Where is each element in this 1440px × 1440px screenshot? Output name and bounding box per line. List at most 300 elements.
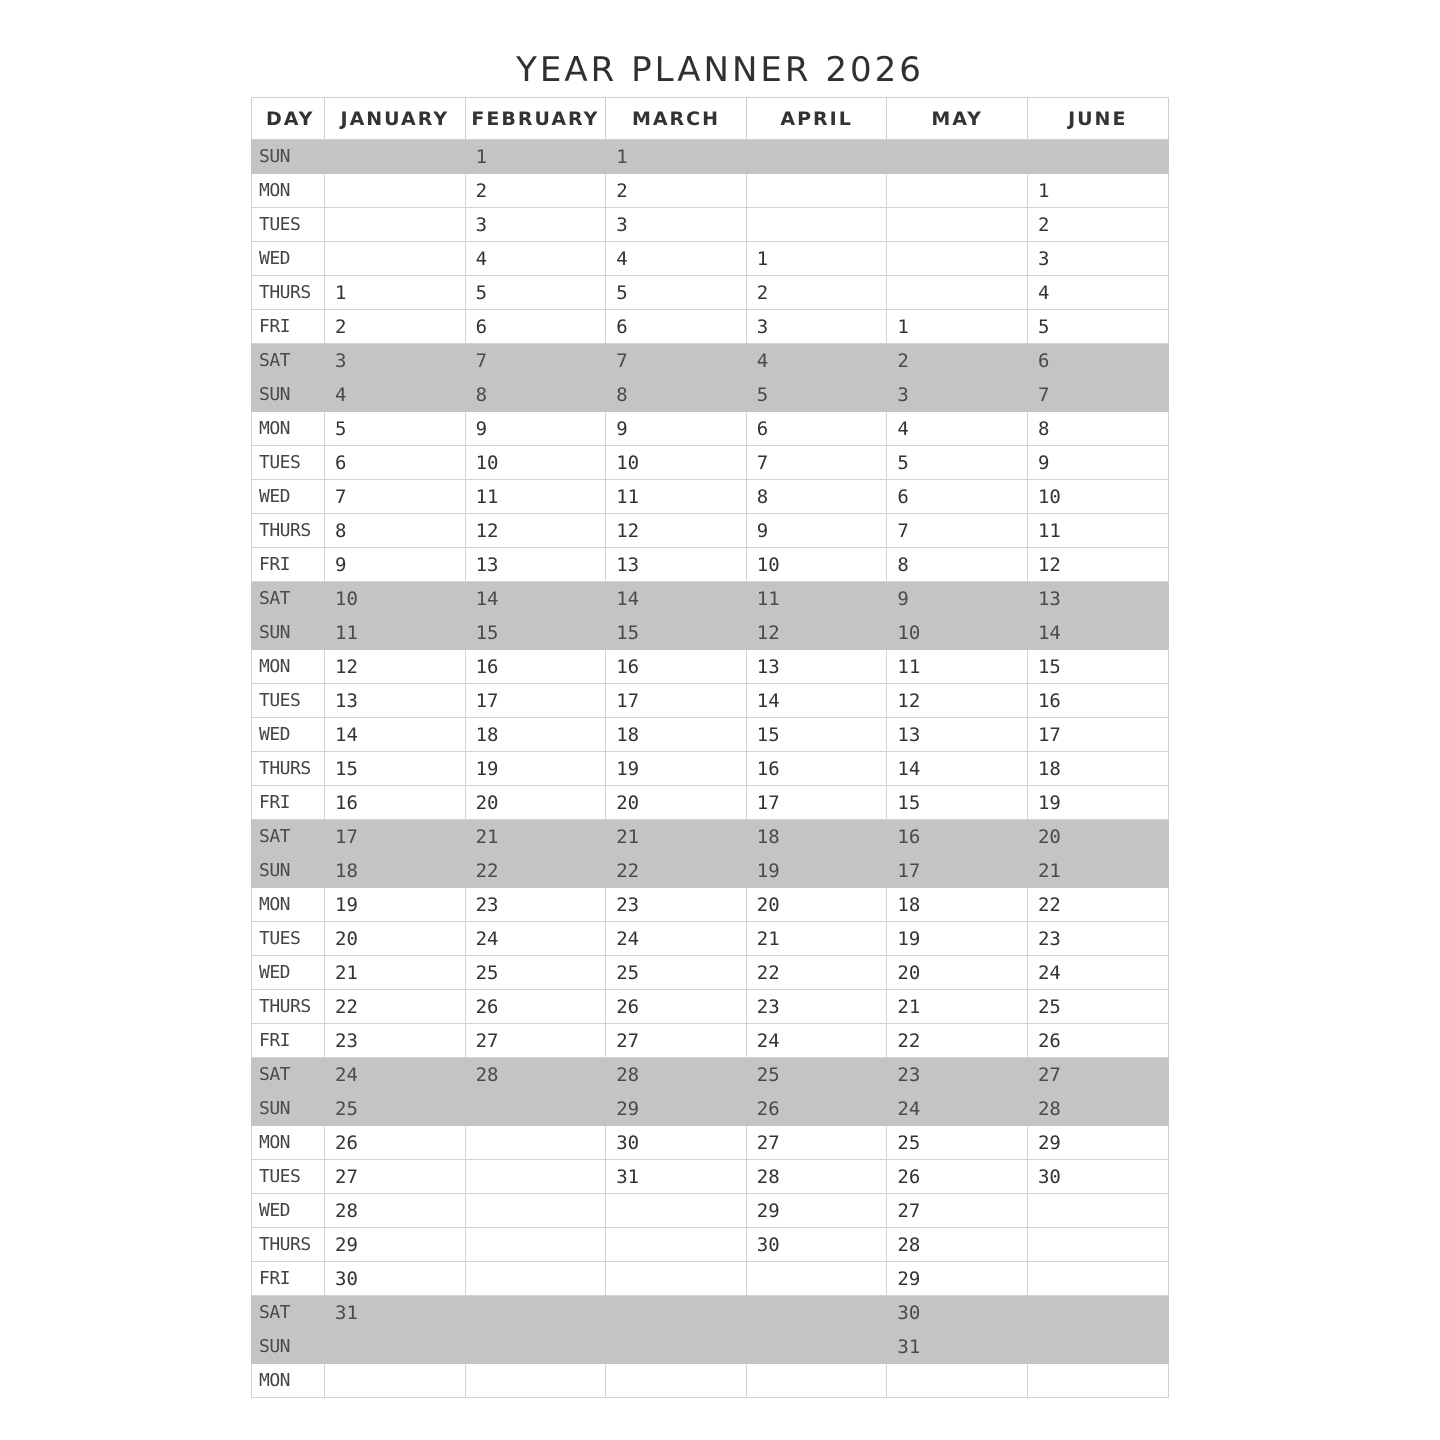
planner-row xyxy=(252,990,1169,1024)
june-date-cell: 15 xyxy=(1027,650,1168,684)
day-name-cell: TUES xyxy=(252,1160,325,1194)
june-date-cell: 22 xyxy=(1027,888,1168,922)
june-date-cell xyxy=(1027,1262,1168,1296)
march-date-cell: 27 xyxy=(606,1024,747,1058)
january-date-cell: 11 xyxy=(325,616,466,650)
january-date-cell: 8 xyxy=(325,514,466,548)
march-date-cell: 22 xyxy=(606,854,747,888)
planner-row xyxy=(252,650,1169,684)
april-date-cell xyxy=(746,1262,887,1296)
february-date-cell: 18 xyxy=(465,718,606,752)
february-date-cell: 22 xyxy=(465,854,606,888)
header-january: JANUARY xyxy=(325,98,466,140)
june-date-cell: 6 xyxy=(1027,344,1168,378)
may-date-cell: 16 xyxy=(887,820,1028,854)
planner-row xyxy=(252,276,1169,310)
april-date-cell: 6 xyxy=(746,412,887,446)
february-date-cell: 14 xyxy=(465,582,606,616)
planner-title: YEAR PLANNER 2026 xyxy=(516,50,924,90)
march-date-cell: 18 xyxy=(606,718,747,752)
february-date-cell xyxy=(465,1126,606,1160)
april-date-cell: 20 xyxy=(746,888,887,922)
february-date-cell xyxy=(465,1296,606,1330)
june-date-cell: 21 xyxy=(1027,854,1168,888)
june-date-cell: 9 xyxy=(1027,446,1168,480)
day-name-cell: WED xyxy=(252,956,325,990)
january-date-cell: 7 xyxy=(325,480,466,514)
planner-row xyxy=(252,684,1169,718)
february-date-cell xyxy=(465,1228,606,1262)
march-date-cell: 30 xyxy=(606,1126,747,1160)
january-date-cell: 19 xyxy=(325,888,466,922)
january-date-cell: 31 xyxy=(325,1296,466,1330)
day-name-cell: TUES xyxy=(252,446,325,480)
january-date-cell: 14 xyxy=(325,718,466,752)
planner-row xyxy=(252,786,1169,820)
may-date-cell: 1 xyxy=(887,310,1028,344)
february-date-cell: 20 xyxy=(465,786,606,820)
april-date-cell: 30 xyxy=(746,1228,887,1262)
day-name-cell: TUES xyxy=(252,684,325,718)
april-date-cell xyxy=(746,1364,887,1398)
may-date-cell: 19 xyxy=(887,922,1028,956)
january-date-cell: 9 xyxy=(325,548,466,582)
april-date-cell: 24 xyxy=(746,1024,887,1058)
planner-body xyxy=(252,140,1169,1398)
planner-row xyxy=(252,1262,1169,1296)
january-date-cell xyxy=(325,140,466,174)
planner-row xyxy=(252,514,1169,548)
april-date-cell: 5 xyxy=(746,378,887,412)
day-name-cell: MON xyxy=(252,1126,325,1160)
planner-row xyxy=(252,820,1169,854)
april-date-cell: 8 xyxy=(746,480,887,514)
march-date-cell: 6 xyxy=(606,310,747,344)
may-date-cell: 29 xyxy=(887,1262,1028,1296)
march-date-cell: 11 xyxy=(606,480,747,514)
march-date-cell xyxy=(606,1296,747,1330)
june-date-cell: 20 xyxy=(1027,820,1168,854)
planner-row xyxy=(252,1228,1169,1262)
june-date-cell: 26 xyxy=(1027,1024,1168,1058)
june-date-cell: 12 xyxy=(1027,548,1168,582)
april-date-cell: 22 xyxy=(746,956,887,990)
june-date-cell xyxy=(1027,1330,1168,1364)
march-date-cell: 13 xyxy=(606,548,747,582)
february-date-cell: 28 xyxy=(465,1058,606,1092)
march-date-cell: 2 xyxy=(606,174,747,208)
june-date-cell: 3 xyxy=(1027,242,1168,276)
june-date-cell xyxy=(1027,1194,1168,1228)
june-date-cell: 2 xyxy=(1027,208,1168,242)
day-name-cell: SAT xyxy=(252,820,325,854)
day-name-cell: FRI xyxy=(252,310,325,344)
planner-row xyxy=(252,582,1169,616)
planner-row xyxy=(252,344,1169,378)
april-date-cell: 10 xyxy=(746,548,887,582)
header-day: DAY xyxy=(252,98,325,140)
april-date-cell: 14 xyxy=(746,684,887,718)
planner-row xyxy=(252,548,1169,582)
may-date-cell: 21 xyxy=(887,990,1028,1024)
june-date-cell: 10 xyxy=(1027,480,1168,514)
may-date-cell: 12 xyxy=(887,684,1028,718)
february-date-cell: 13 xyxy=(465,548,606,582)
planner-grid xyxy=(251,97,1169,1398)
february-date-cell: 8 xyxy=(465,378,606,412)
january-date-cell: 13 xyxy=(325,684,466,718)
day-name-cell: FRI xyxy=(252,786,325,820)
january-date-cell: 21 xyxy=(325,956,466,990)
planner-row xyxy=(252,718,1169,752)
may-date-cell: 14 xyxy=(887,752,1028,786)
april-date-cell: 1 xyxy=(746,242,887,276)
january-date-cell: 29 xyxy=(325,1228,466,1262)
february-date-cell xyxy=(465,1262,606,1296)
header-may: MAY xyxy=(887,98,1028,140)
june-date-cell: 8 xyxy=(1027,412,1168,446)
june-date-cell: 25 xyxy=(1027,990,1168,1024)
may-date-cell: 31 xyxy=(887,1330,1028,1364)
header-june: JUNE xyxy=(1027,98,1168,140)
june-date-cell: 28 xyxy=(1027,1092,1168,1126)
april-date-cell: 28 xyxy=(746,1160,887,1194)
january-date-cell: 16 xyxy=(325,786,466,820)
planner-row xyxy=(252,1160,1169,1194)
planner-row xyxy=(252,616,1169,650)
april-date-cell: 27 xyxy=(746,1126,887,1160)
february-date-cell: 3 xyxy=(465,208,606,242)
january-date-cell: 10 xyxy=(325,582,466,616)
april-date-cell: 29 xyxy=(746,1194,887,1228)
planner-row xyxy=(252,922,1169,956)
june-date-cell: 30 xyxy=(1027,1160,1168,1194)
may-date-cell: 2 xyxy=(887,344,1028,378)
may-date-cell: 3 xyxy=(887,378,1028,412)
april-date-cell xyxy=(746,1330,887,1364)
march-date-cell: 7 xyxy=(606,344,747,378)
january-date-cell: 18 xyxy=(325,854,466,888)
march-date-cell: 9 xyxy=(606,412,747,446)
day-name-cell: WED xyxy=(252,718,325,752)
day-name-cell: THURS xyxy=(252,514,325,548)
february-date-cell xyxy=(465,1092,606,1126)
march-date-cell: 8 xyxy=(606,378,747,412)
day-name-cell: MON xyxy=(252,1364,325,1398)
february-date-cell: 9 xyxy=(465,412,606,446)
february-date-cell: 11 xyxy=(465,480,606,514)
may-date-cell: 17 xyxy=(887,854,1028,888)
day-name-cell: FRI xyxy=(252,1024,325,1058)
planner-row xyxy=(252,956,1169,990)
march-date-cell xyxy=(606,1228,747,1262)
may-date-cell xyxy=(887,140,1028,174)
february-date-cell: 6 xyxy=(465,310,606,344)
may-date-cell: 4 xyxy=(887,412,1028,446)
april-date-cell: 12 xyxy=(746,616,887,650)
may-date-cell: 22 xyxy=(887,1024,1028,1058)
february-date-cell xyxy=(465,1160,606,1194)
planner-row xyxy=(252,1092,1169,1126)
may-date-cell xyxy=(887,242,1028,276)
header-february: FEBRUARY xyxy=(465,98,606,140)
february-date-cell: 24 xyxy=(465,922,606,956)
january-date-cell: 5 xyxy=(325,412,466,446)
may-date-cell: 8 xyxy=(887,548,1028,582)
june-date-cell: 18 xyxy=(1027,752,1168,786)
may-date-cell: 18 xyxy=(887,888,1028,922)
january-date-cell xyxy=(325,174,466,208)
january-date-cell: 3 xyxy=(325,344,466,378)
june-date-cell: 4 xyxy=(1027,276,1168,310)
january-date-cell: 2 xyxy=(325,310,466,344)
january-date-cell: 17 xyxy=(325,820,466,854)
february-date-cell: 15 xyxy=(465,616,606,650)
day-name-cell: FRI xyxy=(252,1262,325,1296)
march-date-cell: 1 xyxy=(606,140,747,174)
day-name-cell: SUN xyxy=(252,616,325,650)
day-name-cell: WED xyxy=(252,242,325,276)
march-date-cell: 3 xyxy=(606,208,747,242)
june-date-cell: 14 xyxy=(1027,616,1168,650)
day-name-cell: SAT xyxy=(252,1058,325,1092)
day-name-cell: SUN xyxy=(252,140,325,174)
day-name-cell: MON xyxy=(252,650,325,684)
day-name-cell: THURS xyxy=(252,1228,325,1262)
june-date-cell: 29 xyxy=(1027,1126,1168,1160)
may-date-cell: 26 xyxy=(887,1160,1028,1194)
march-date-cell xyxy=(606,1262,747,1296)
january-date-cell: 6 xyxy=(325,446,466,480)
may-date-cell xyxy=(887,1364,1028,1398)
january-date-cell: 12 xyxy=(325,650,466,684)
planner-row xyxy=(252,1194,1169,1228)
april-date-cell: 3 xyxy=(746,310,887,344)
june-date-cell xyxy=(1027,1296,1168,1330)
march-date-cell: 28 xyxy=(606,1058,747,1092)
june-date-cell: 23 xyxy=(1027,922,1168,956)
february-date-cell: 25 xyxy=(465,956,606,990)
february-date-cell: 10 xyxy=(465,446,606,480)
header-april: APRIL xyxy=(746,98,887,140)
march-date-cell: 4 xyxy=(606,242,747,276)
may-date-cell: 13 xyxy=(887,718,1028,752)
may-date-cell: 15 xyxy=(887,786,1028,820)
june-date-cell: 24 xyxy=(1027,956,1168,990)
may-date-cell: 25 xyxy=(887,1126,1028,1160)
january-date-cell: 26 xyxy=(325,1126,466,1160)
planner-row xyxy=(252,752,1169,786)
march-date-cell: 23 xyxy=(606,888,747,922)
march-date-cell xyxy=(606,1330,747,1364)
april-date-cell: 18 xyxy=(746,820,887,854)
march-date-cell xyxy=(606,1194,747,1228)
february-date-cell: 26 xyxy=(465,990,606,1024)
day-name-cell: SAT xyxy=(252,582,325,616)
planner-header xyxy=(252,98,1169,140)
june-date-cell xyxy=(1027,140,1168,174)
june-date-cell: 1 xyxy=(1027,174,1168,208)
january-date-cell: 24 xyxy=(325,1058,466,1092)
march-date-cell: 5 xyxy=(606,276,747,310)
april-date-cell: 2 xyxy=(746,276,887,310)
january-date-cell xyxy=(325,208,466,242)
march-date-cell: 15 xyxy=(606,616,747,650)
june-date-cell: 5 xyxy=(1027,310,1168,344)
march-date-cell: 17 xyxy=(606,684,747,718)
january-date-cell: 23 xyxy=(325,1024,466,1058)
january-date-cell: 27 xyxy=(325,1160,466,1194)
day-name-cell: SUN xyxy=(252,1092,325,1126)
day-name-cell: FRI xyxy=(252,548,325,582)
may-date-cell xyxy=(887,276,1028,310)
april-date-cell: 15 xyxy=(746,718,887,752)
february-date-cell: 5 xyxy=(465,276,606,310)
june-date-cell: 16 xyxy=(1027,684,1168,718)
february-date-cell: 17 xyxy=(465,684,606,718)
day-name-cell: TUES xyxy=(252,922,325,956)
april-date-cell: 13 xyxy=(746,650,887,684)
day-name-cell: THURS xyxy=(252,990,325,1024)
june-date-cell: 7 xyxy=(1027,378,1168,412)
may-date-cell xyxy=(887,174,1028,208)
february-date-cell: 1 xyxy=(465,140,606,174)
may-date-cell: 23 xyxy=(887,1058,1028,1092)
june-date-cell: 19 xyxy=(1027,786,1168,820)
planner-row xyxy=(252,888,1169,922)
may-date-cell: 11 xyxy=(887,650,1028,684)
april-date-cell: 21 xyxy=(746,922,887,956)
day-name-cell: THURS xyxy=(252,752,325,786)
planner-row xyxy=(252,208,1169,242)
june-date-cell xyxy=(1027,1228,1168,1262)
april-date-cell: 23 xyxy=(746,990,887,1024)
planner-row xyxy=(252,1330,1169,1364)
may-date-cell: 24 xyxy=(887,1092,1028,1126)
february-date-cell: 16 xyxy=(465,650,606,684)
may-date-cell: 7 xyxy=(887,514,1028,548)
january-date-cell: 30 xyxy=(325,1262,466,1296)
planner-row xyxy=(252,480,1169,514)
march-date-cell: 20 xyxy=(606,786,747,820)
april-date-cell: 25 xyxy=(746,1058,887,1092)
april-date-cell: 7 xyxy=(746,446,887,480)
planner-row xyxy=(252,1024,1169,1058)
april-date-cell: 19 xyxy=(746,854,887,888)
planner-row xyxy=(252,174,1169,208)
planner-row xyxy=(252,1364,1169,1398)
may-date-cell: 6 xyxy=(887,480,1028,514)
april-date-cell: 16 xyxy=(746,752,887,786)
april-date-cell xyxy=(746,1296,887,1330)
day-name-cell: SUN xyxy=(252,854,325,888)
may-date-cell: 30 xyxy=(887,1296,1028,1330)
may-date-cell xyxy=(887,208,1028,242)
planner-row xyxy=(252,1126,1169,1160)
january-date-cell: 15 xyxy=(325,752,466,786)
march-date-cell: 21 xyxy=(606,820,747,854)
january-date-cell xyxy=(325,1364,466,1398)
may-date-cell: 20 xyxy=(887,956,1028,990)
may-date-cell: 10 xyxy=(887,616,1028,650)
planner-row xyxy=(252,1058,1169,1092)
february-date-cell xyxy=(465,1364,606,1398)
planner-row xyxy=(252,854,1169,888)
planner-row xyxy=(252,446,1169,480)
day-name-cell: THURS xyxy=(252,276,325,310)
day-name-cell: SAT xyxy=(252,1296,325,1330)
planner-row xyxy=(252,412,1169,446)
january-date-cell: 22 xyxy=(325,990,466,1024)
header-row xyxy=(252,98,1169,140)
february-date-cell: 12 xyxy=(465,514,606,548)
day-name-cell: SUN xyxy=(252,1330,325,1364)
march-date-cell: 29 xyxy=(606,1092,747,1126)
june-date-cell: 17 xyxy=(1027,718,1168,752)
april-date-cell: 17 xyxy=(746,786,887,820)
march-date-cell: 14 xyxy=(606,582,747,616)
june-date-cell: 11 xyxy=(1027,514,1168,548)
february-date-cell: 4 xyxy=(465,242,606,276)
february-date-cell: 7 xyxy=(465,344,606,378)
february-date-cell: 27 xyxy=(465,1024,606,1058)
day-name-cell: WED xyxy=(252,480,325,514)
may-date-cell: 5 xyxy=(887,446,1028,480)
planner-row xyxy=(252,242,1169,276)
may-date-cell: 27 xyxy=(887,1194,1028,1228)
planner-row xyxy=(252,378,1169,412)
march-date-cell xyxy=(606,1364,747,1398)
planner-row xyxy=(252,1296,1169,1330)
june-date-cell xyxy=(1027,1364,1168,1398)
march-date-cell: 12 xyxy=(606,514,747,548)
january-date-cell: 20 xyxy=(325,922,466,956)
planner-row xyxy=(252,310,1169,344)
march-date-cell: 10 xyxy=(606,446,747,480)
march-date-cell: 16 xyxy=(606,650,747,684)
january-date-cell: 25 xyxy=(325,1092,466,1126)
april-date-cell xyxy=(746,140,887,174)
january-date-cell xyxy=(325,1330,466,1364)
day-name-cell: MON xyxy=(252,174,325,208)
day-name-cell: MON xyxy=(252,888,325,922)
april-date-cell: 4 xyxy=(746,344,887,378)
february-date-cell: 2 xyxy=(465,174,606,208)
day-name-cell: SUN xyxy=(252,378,325,412)
january-date-cell: 1 xyxy=(325,276,466,310)
may-date-cell: 28 xyxy=(887,1228,1028,1262)
february-date-cell: 23 xyxy=(465,888,606,922)
april-date-cell: 9 xyxy=(746,514,887,548)
february-date-cell: 21 xyxy=(465,820,606,854)
february-date-cell: 19 xyxy=(465,752,606,786)
march-date-cell: 25 xyxy=(606,956,747,990)
planner-row xyxy=(252,140,1169,174)
january-date-cell: 28 xyxy=(325,1194,466,1228)
april-date-cell: 11 xyxy=(746,582,887,616)
march-date-cell: 31 xyxy=(606,1160,747,1194)
day-name-cell: MON xyxy=(252,412,325,446)
june-date-cell: 13 xyxy=(1027,582,1168,616)
day-name-cell: TUES xyxy=(252,208,325,242)
march-date-cell: 19 xyxy=(606,752,747,786)
april-date-cell: 26 xyxy=(746,1092,887,1126)
april-date-cell xyxy=(746,208,887,242)
header-march: MARCH xyxy=(606,98,747,140)
day-name-cell: SAT xyxy=(252,344,325,378)
february-date-cell xyxy=(465,1194,606,1228)
may-date-cell: 9 xyxy=(887,582,1028,616)
